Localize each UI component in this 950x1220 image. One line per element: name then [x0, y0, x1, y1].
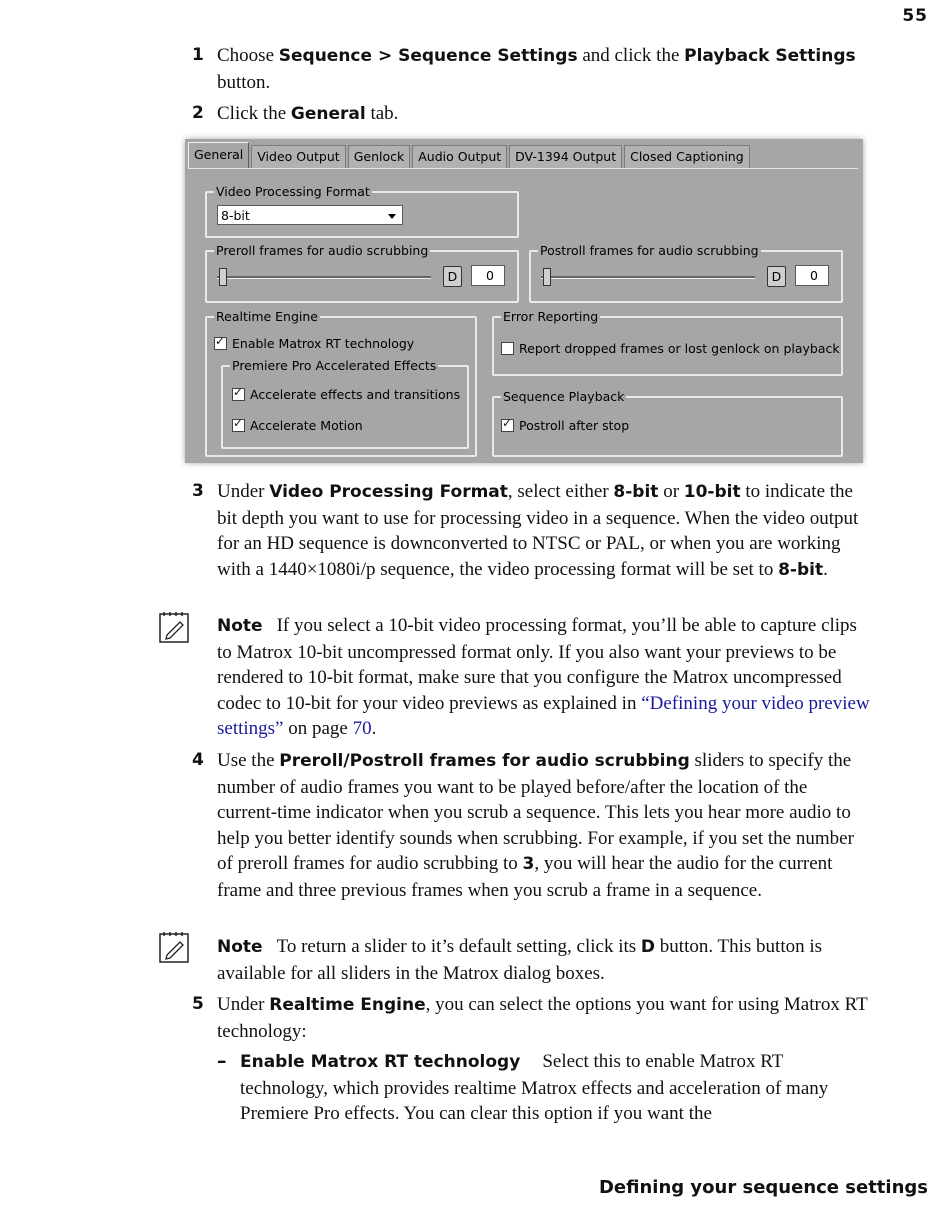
step-4	[192, 748, 872, 903]
general-panel	[188, 168, 858, 459]
note-1	[217, 613, 872, 742]
checkbox-label: Postroll after stop	[519, 418, 630, 433]
accelerate-effects-checkbox[interactable]	[232, 387, 460, 402]
sub-item-text: Select this to enable Matrox RT technology, which provides realtime Matrox effects and acceleration of many Premiere Pro effects. You can clear this option if you want the	[240, 1051, 829, 1124]
group-title: Preroll frames for audio scrubbing	[216, 243, 429, 258]
group-title: Sequence Playback	[503, 389, 625, 404]
preroll-group	[205, 243, 519, 303]
note-text: If you select a 10-bit video processing format, you’ll be able to capture clips to Matrox 10-bit uncompressed format only. If you also want your previews to be rendered to 10-bit format, make sure that you configure the Matrox uncompressed codec to 10-bit for your video previews as explained in	[217, 615, 857, 714]
tab-bar	[188, 142, 752, 168]
running-footer: Defining your sequence settings	[598, 1177, 928, 1198]
checkbox-checked-icon[interactable]	[232, 419, 245, 432]
group-title: Realtime Engine	[216, 309, 319, 324]
postroll-default-button[interactable]: D	[767, 266, 786, 287]
group-title: Error Reporting	[503, 309, 599, 324]
slider-thumb[interactable]	[219, 268, 227, 286]
step-text: to indicate the bit depth you want to use for processing video in a sequence. When the video output for an HD sequence is downconverted to NTSC or PAL, or when you are working with a 1440×1080i/p sequence, the video processing format will be set to	[217, 481, 859, 580]
checkbox-label: Accelerate Motion	[250, 418, 363, 433]
checkbox-checked-icon[interactable]	[214, 337, 227, 350]
tab-general[interactable]: General	[188, 142, 249, 169]
video-processing-group	[205, 184, 519, 238]
note-pencil-icon	[158, 610, 190, 644]
report-dropped-frames-checkbox[interactable]	[501, 341, 840, 356]
realtime-engine-group	[205, 309, 477, 457]
page-number: 55	[902, 6, 928, 26]
step-text: tab.	[365, 103, 399, 124]
step-text: and click the	[577, 45, 685, 66]
step-text: Under	[217, 481, 270, 502]
step-bold: Video Processing Format	[269, 482, 508, 502]
video-processing-select[interactable]	[217, 205, 403, 225]
checkbox-checked-icon[interactable]	[232, 388, 245, 401]
note-text: button. This button is available for all sliders in the Matrox dialog boxes.	[217, 936, 823, 984]
step-bold: 8-bit	[613, 482, 659, 502]
sub-item-enable-rt	[217, 1049, 872, 1127]
accelerate-motion-checkbox[interactable]	[232, 418, 363, 433]
step-text: or	[658, 481, 684, 502]
step-text: .	[823, 558, 828, 580]
group-title: Video Processing Format	[216, 184, 370, 199]
note-text: on page	[283, 718, 353, 739]
playback-settings-dialog	[185, 139, 863, 463]
tab-video-output[interactable]: Video Output	[251, 145, 345, 168]
step-bold: Playback Settings	[684, 46, 856, 66]
checkbox-label: Accelerate effects and transitions	[250, 387, 461, 402]
postroll-after-stop-checkbox[interactable]	[501, 418, 629, 433]
tab-closed-captioning[interactable]: Closed Captioning	[624, 145, 750, 168]
note-label: Note	[217, 937, 263, 957]
step-bold: Preroll/Postroll frames for audio scrubbing	[279, 751, 690, 771]
postroll-value-input[interactable]: 0	[795, 265, 829, 286]
step-text: , you will hear the audio for the current frame and three previous frames when you scrub a frame in a sequence.	[217, 853, 833, 901]
step-1	[192, 43, 872, 95]
step-bold: 3	[522, 854, 535, 874]
step-bold: General	[290, 104, 366, 124]
sequence-playback-group	[492, 389, 843, 457]
step-text: Use the	[217, 750, 280, 771]
postroll-group	[529, 243, 843, 303]
step-3	[192, 479, 872, 583]
step-number: 4	[192, 750, 204, 770]
step-text: button.	[217, 71, 271, 93]
step-number: 3	[192, 481, 204, 501]
step-bold: Sequence > Sequence Settings	[278, 46, 578, 66]
chevron-down-icon	[388, 214, 396, 219]
group-title: Premiere Pro Accelerated Effects	[232, 358, 437, 373]
note-bold: D	[640, 937, 656, 957]
preroll-value-input[interactable]: 0	[471, 265, 505, 286]
note-2	[217, 934, 872, 986]
step-bold: Realtime Engine	[269, 995, 426, 1015]
checkbox-checked-icon[interactable]	[501, 419, 514, 432]
enable-matrox-rt-checkbox[interactable]	[214, 336, 414, 351]
note-pencil-icon	[158, 930, 190, 964]
step-text: Under	[217, 994, 270, 1015]
checkbox-unchecked-icon[interactable]	[501, 342, 514, 355]
sub-item-bold: Enable Matrox RT technology	[240, 1052, 521, 1072]
page-link[interactable]: 70	[352, 718, 372, 739]
step-text: , you can select the options you want for using Matrox RT technology:	[217, 994, 868, 1042]
note-label: Note	[217, 616, 263, 636]
note-text: To return a slider to it’s default setting, click its	[276, 936, 641, 957]
list-dash: –	[217, 1050, 227, 1072]
slider-thumb[interactable]	[543, 268, 551, 286]
step-text: Click the	[217, 103, 291, 124]
preroll-slider[interactable]	[217, 266, 431, 288]
step-bold: 8-bit	[778, 559, 824, 580]
step-text: sliders to specify the number of audio frames you want to be played before/after the location of the current-time indicator when you scrub a sequence. This lets you hear more audio to help you better identify sounds when scrubbing. For example, if you set the number of preroll frames for audio scrubbing to	[217, 750, 854, 874]
postroll-slider[interactable]	[541, 266, 755, 288]
step-bold: 10-bit	[683, 482, 741, 502]
note-text: .	[371, 718, 377, 739]
step-number: 1	[192, 45, 204, 65]
error-reporting-group	[492, 309, 843, 376]
step-2	[192, 101, 872, 128]
select-value: 8-bit	[221, 208, 250, 223]
accelerated-effects-group	[221, 358, 469, 449]
checkbox-label: Report dropped frames or lost genlock on playback	[519, 341, 840, 356]
step-number: 2	[192, 103, 204, 123]
step-text: , select either	[507, 481, 614, 502]
step-5	[192, 992, 872, 1044]
preroll-default-button[interactable]: D	[443, 266, 462, 287]
step-number: 5	[192, 994, 204, 1014]
tab-dv-1394-output[interactable]: DV-1394 Output	[509, 145, 622, 168]
step-text: Choose	[217, 45, 279, 66]
tab-audio-output[interactable]: Audio Output	[412, 145, 507, 168]
preview-settings-link[interactable]: “Defining your video preview settings”	[217, 692, 870, 739]
group-title: Postroll frames for audio scrubbing	[540, 243, 759, 258]
tab-genlock[interactable]: Genlock	[348, 145, 411, 168]
checkbox-label: Enable Matrox RT technology	[232, 336, 415, 351]
